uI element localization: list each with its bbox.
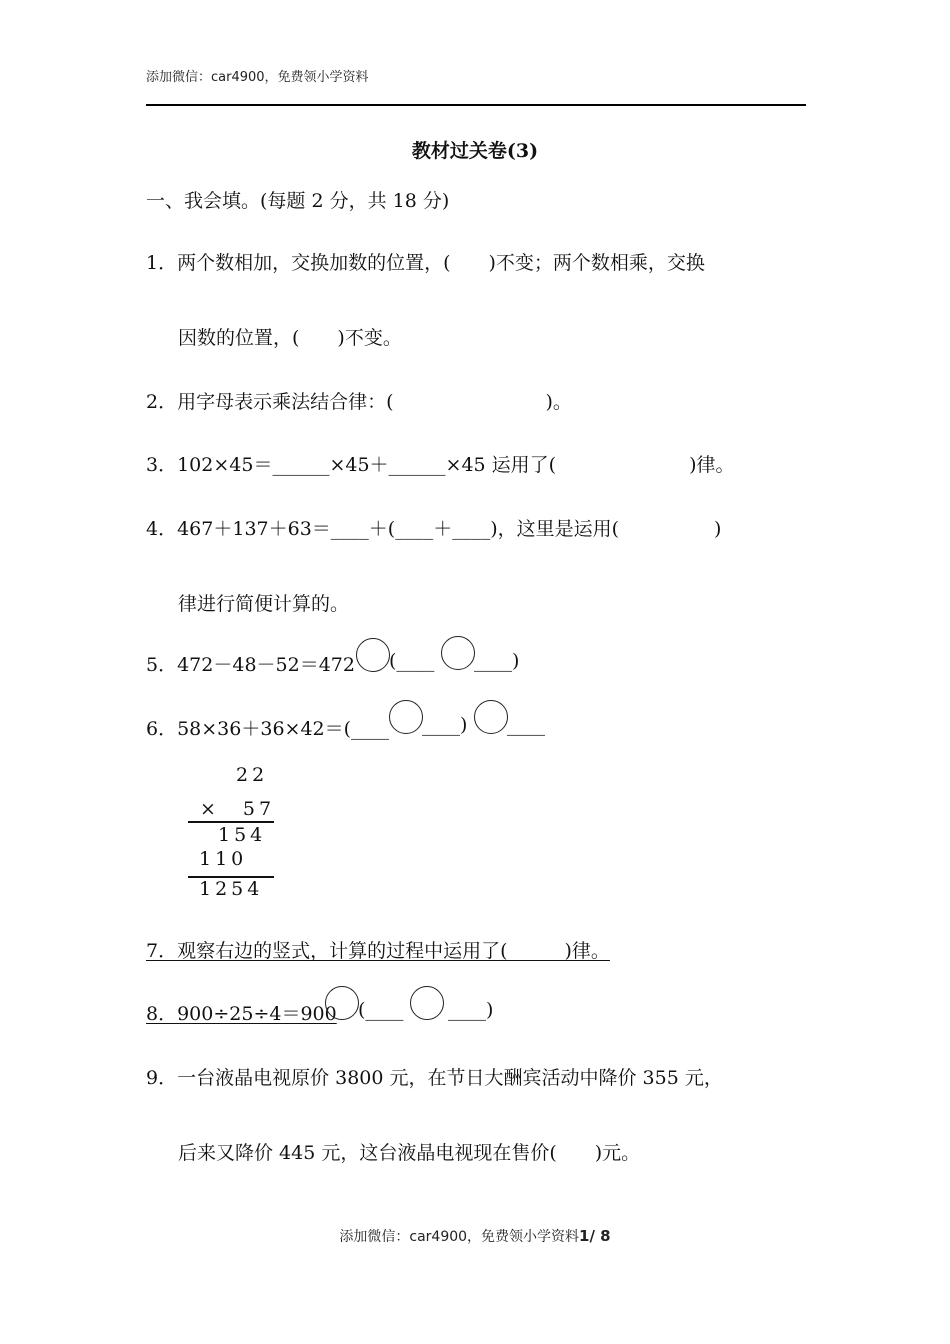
question-6-blank-end: ____ [507, 714, 545, 736]
operator-circle-blank[interactable] [441, 636, 475, 670]
operator-circle-blank[interactable] [325, 986, 359, 1020]
vertical-multiplier: × 57 [200, 798, 276, 820]
page-title: 教材过关卷(3) [411, 140, 539, 162]
operator-circle-blank[interactable] [389, 700, 423, 734]
vertical-calc-line [188, 821, 274, 823]
question-7: 7．观察右边的竖式，计算的过程中运用了( )律。 [146, 940, 610, 962]
question-9-line-1: 9．一台液晶电视原价 3800 元，在节日大酬宾活动中降价 355 元， [146, 1067, 723, 1089]
question-5-blank-group: (____ [389, 650, 435, 672]
header-divider [146, 104, 806, 106]
question-4-line-1: 4．467＋137＋63＝____＋(____＋____)，这里是运用( ) [146, 518, 722, 540]
question-5-blank-end: ____) [474, 650, 520, 672]
question-8-blank-group: (____ [358, 999, 404, 1021]
question-9-line-2: 后来又降价 445 元，这台液晶电视现在售价( )元。 [178, 1142, 641, 1164]
question-2: 2．用字母表示乘法结合律：( )。 [146, 391, 572, 413]
question-8-expression: 8．900÷25÷4＝900 [146, 1003, 337, 1025]
vertical-partial-product-2: 110 [199, 848, 248, 870]
footer-note: 添加微信：car4900，免费领小学资料 [339, 1229, 580, 1245]
operator-circle-blank[interactable] [410, 986, 444, 1020]
question-6-blank-group: ____) [422, 714, 468, 736]
page-number: 1/ 8 [579, 1227, 611, 1245]
question-8-blank-end: ____) [448, 999, 494, 1021]
operator-circle-blank[interactable] [356, 638, 390, 672]
question-4-line-2: 律进行简便计算的。 [178, 593, 350, 615]
header-note: 添加微信：car4900，免费领小学资料 [146, 70, 369, 85]
vertical-partial-product-1: 154 [218, 824, 267, 846]
question-3: 3．102×45＝______×45＋______×45 运用了( )律。 [146, 454, 735, 476]
section-heading: 一、我会填。(每题 2 分，共 18 分) [146, 190, 450, 212]
footer [0, 1226, 950, 1246]
question-6-expression: 6．58×36＋36×42＝(____ [146, 718, 390, 740]
vertical-multiplicand: 22 [236, 764, 269, 786]
question-1-line-2: 因数的位置，( )不变。 [178, 327, 402, 349]
question-1-line-1: 1．两个数相加，交换加数的位置，( )不变；两个数相乘，交换 [146, 252, 705, 274]
operator-circle-blank[interactable] [474, 700, 508, 734]
vertical-result: 1254 [199, 878, 264, 900]
question-5-expression: 5．472－48－52＝472 [146, 654, 355, 676]
